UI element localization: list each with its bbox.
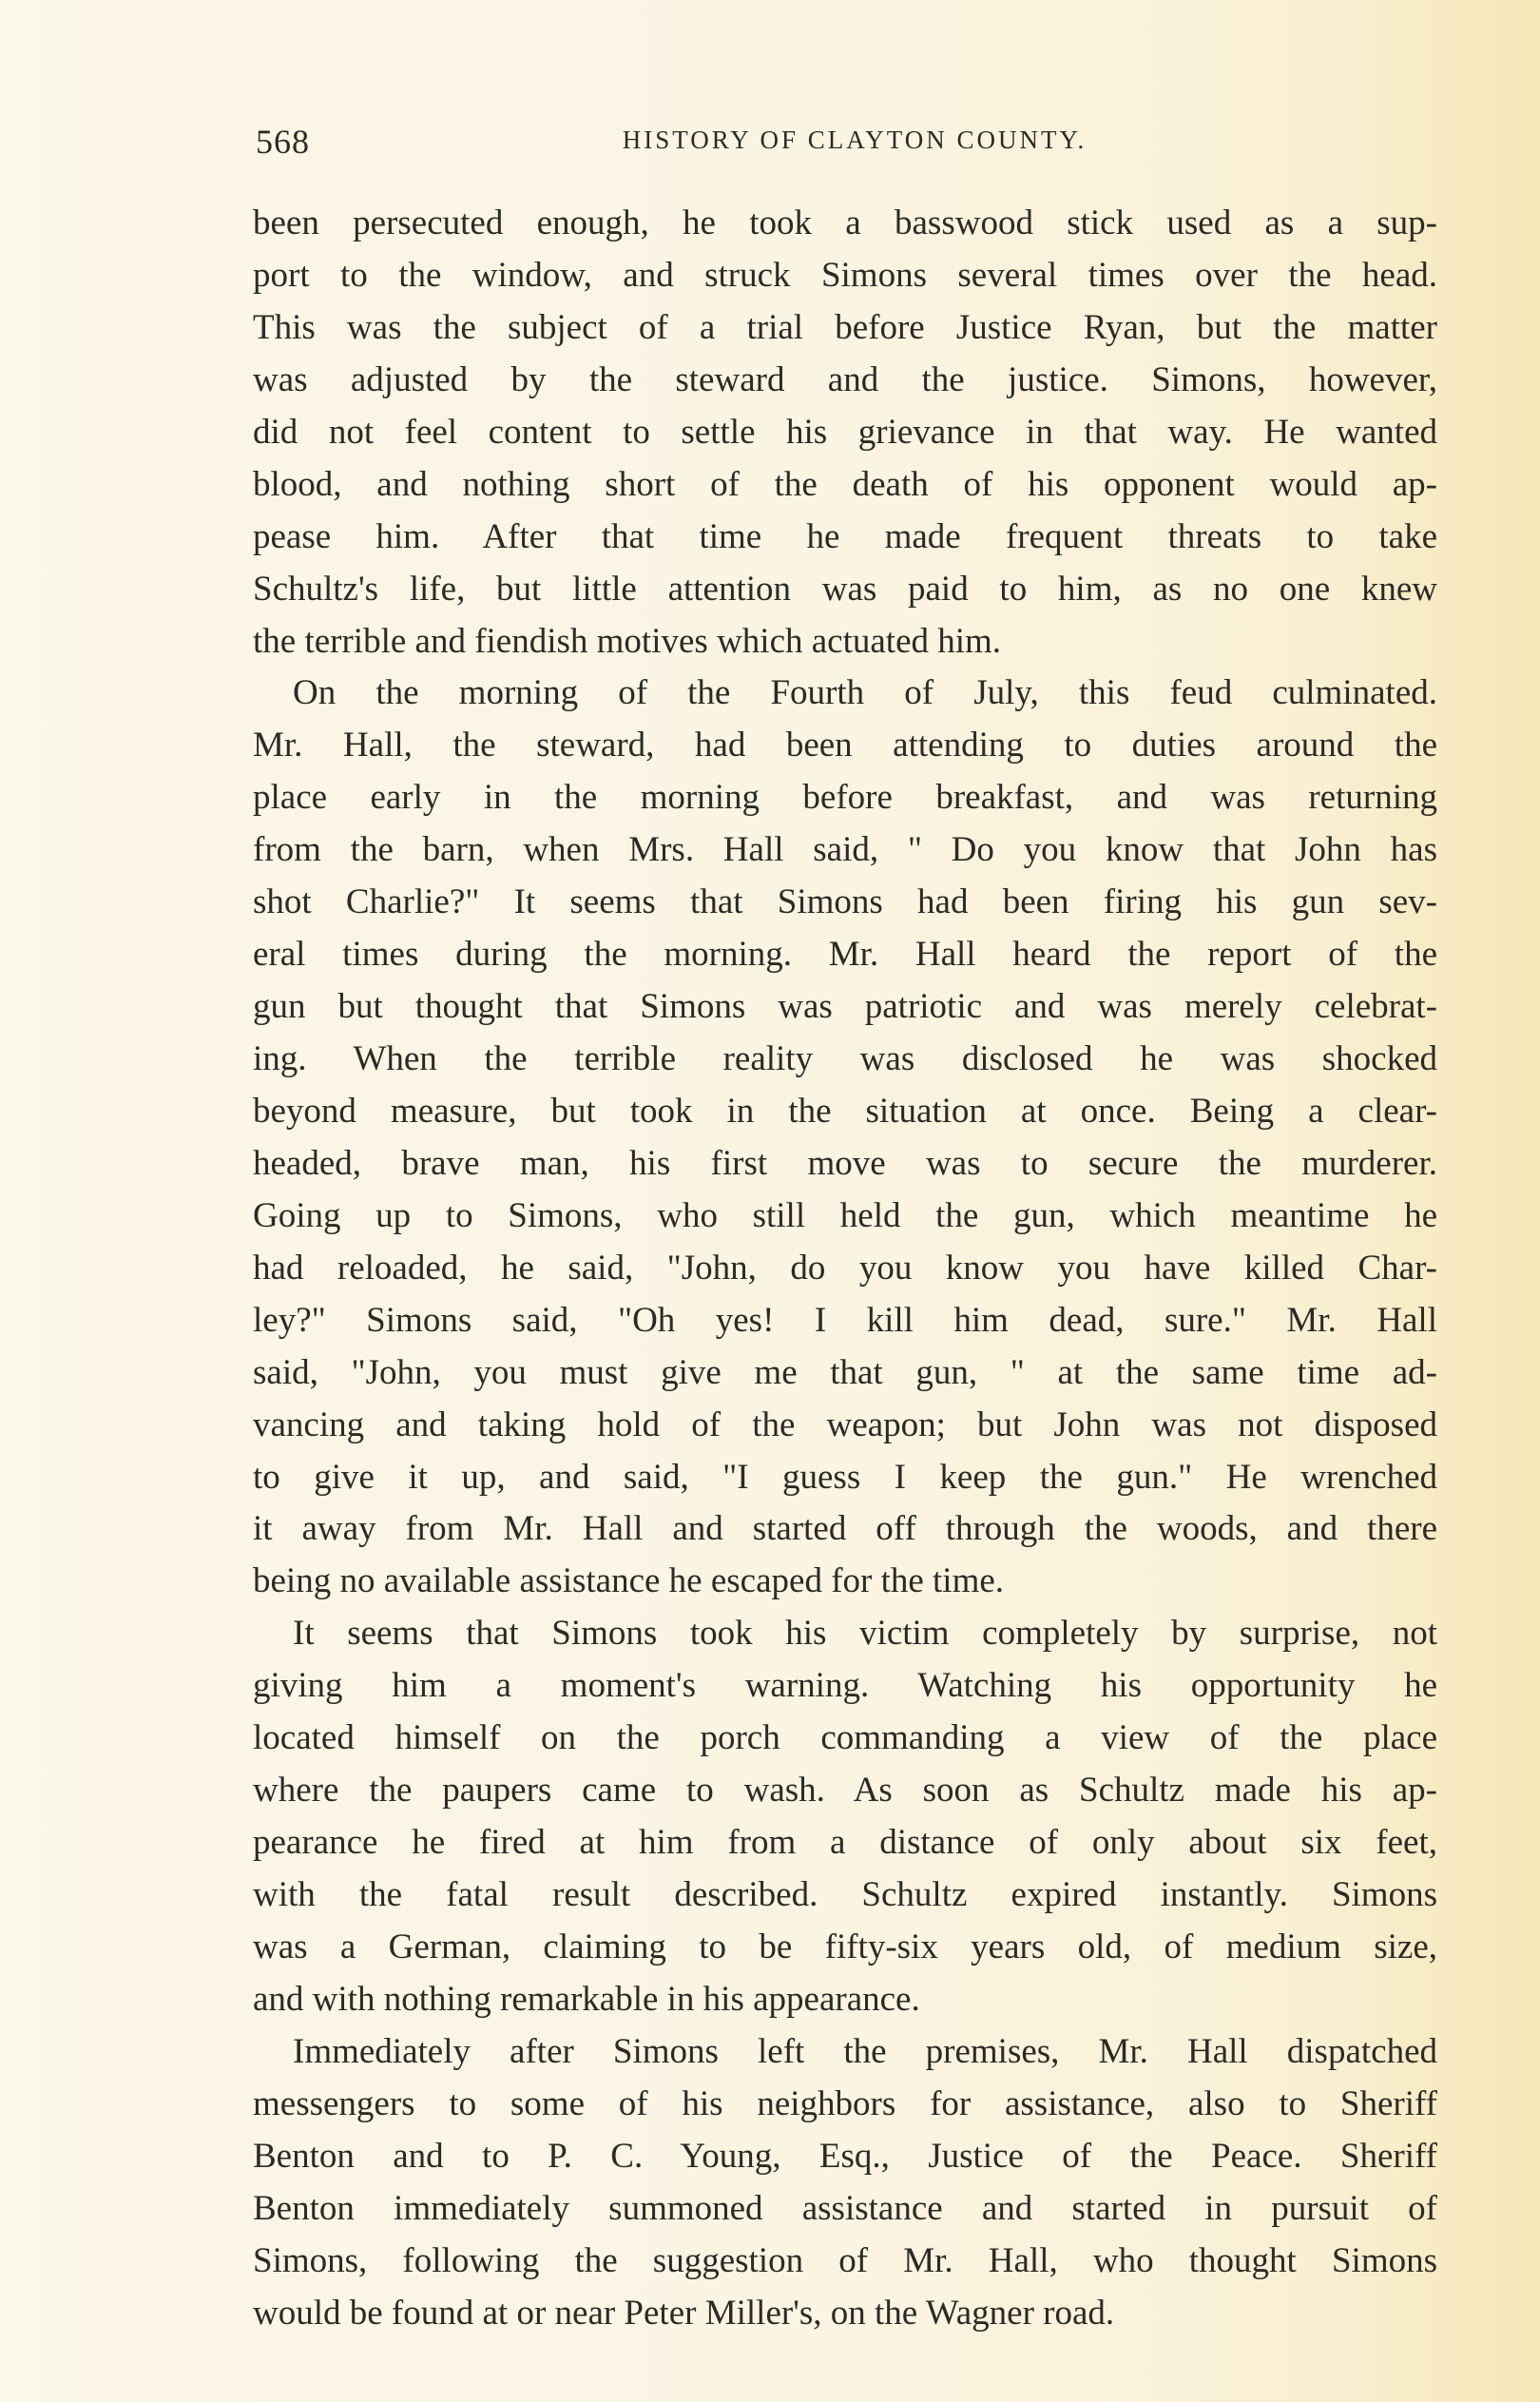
paragraph-first-line: It seems that Simons took his victim completely by surprise, not [293,1614,1437,1654]
text-line: where the paupers came to wash. As soon as Schultz made his ap- [253,1771,1437,1811]
text-line: shot Charlie?" It seems that Simons had been firing his gun sev- [253,882,1437,922]
text-line: Benton immediately summoned assistance and started in pursuit of [253,2188,1437,2228]
body-text [253,198,1437,2339]
text-line: from the barn, when Mrs. Hall said, " Do you know that John has [253,830,1437,870]
text-line: eral times during the morning. Mr. Hall heard the report of the [253,935,1437,975]
text-line: with the fatal result described. Schultz expired instantly. Simons [253,1875,1437,1914]
text-line: was adjusted by the steward and the justice. Simons, however, [253,359,1437,399]
text-line: pearance he fired at him from a distance of only about six feet, [253,1823,1437,1863]
text-line: would be found at or near Peter Miller's, on the Wagner road. [253,2293,1115,2333]
text-line: pease him. After that time he made frequent threats to take [253,516,1437,556]
text-line: messengers to some of his neighbors for assistance, also to Sheriff [253,2083,1437,2123]
text-line: Schultz's life, but little attention was paid to him, as no one knew [253,569,1437,609]
text-line: the terrible and fiendish motives which actuated him. [253,621,1002,661]
text-line: giving him a moment's warning. Watching his opportunity he [253,1666,1437,1706]
text-line: was a German, claiming to be fifty-six years old, of medium size, [253,1927,1437,1966]
running-title: HISTORY OF CLAYTON COUNTY. [622,126,1088,154]
text-line: This was the subject of a trial before Justice Ryan, but the matter [253,307,1437,347]
paragraph-first-line: Immediately after Simons left the premises, Mr. Hall dispatched [293,2031,1437,2071]
text-line: Simons, following the suggestion of Mr. Hall, who thought Simons [253,2240,1437,2280]
text-line: it away from Mr. Hall and started off through the woods, and there [253,1509,1437,1549]
text-line: port to the window, and struck Simons several times over the head. [253,255,1437,295]
text-line: gun but thought that Simons was patriotic and was merely celebrat- [253,987,1437,1027]
text-line: vancing and taking hold of the weapon; but John was not disposed [253,1404,1437,1444]
text-line: ley?" Simons said, "Oh yes! I kill him dead, sure." Mr. Hall [253,1300,1437,1340]
paragraph-first-line: On the morning of the Fourth of July, this feud culminated. [293,673,1437,713]
text-line: been persecuted enough, he took a basswood stick used as a sup- [253,203,1437,242]
text-line: place early in the morning before breakfast, and was returning [253,778,1437,818]
page-number: 568 [256,123,310,161]
text-line: had reloaded, he said, "John, do you know you have killed Char- [253,1248,1437,1288]
text-line: to give it up, and said, "I guess I keep the gun." He wrenched [253,1457,1437,1497]
text-line: ing. When the terrible reality was disclosed he was shocked [253,1039,1437,1078]
text-line: did not feel content to settle his grievance in that way. He wanted [253,412,1437,452]
text-line: blood, and nothing short of the death of his opponent would ap- [253,464,1437,504]
text-line: and with nothing remarkable in his appearance. [253,1979,920,2019]
text-line: headed, brave man, his first move was to secure the murderer. [253,1143,1437,1183]
text-line: located himself on the porch commanding a view of the place [253,1718,1437,1758]
text-line: beyond measure, but took in the situation at once. Being a clear- [253,1091,1437,1131]
text-line: said, "John, you must give me that gun, " at the same time ad- [253,1352,1437,1392]
text-line: Going up to Simons, who still held the gun, which meantime he [253,1195,1437,1235]
text-line: Mr. Hall, the steward, had been attending to duties around the [253,726,1437,765]
text-line: being no available assistance he escaped for the time. [253,1561,1005,1601]
text-line: Benton and to P. C. Young, Esq., Justice of the Peace. Sheriff [253,2136,1437,2176]
page-header [256,122,1453,164]
